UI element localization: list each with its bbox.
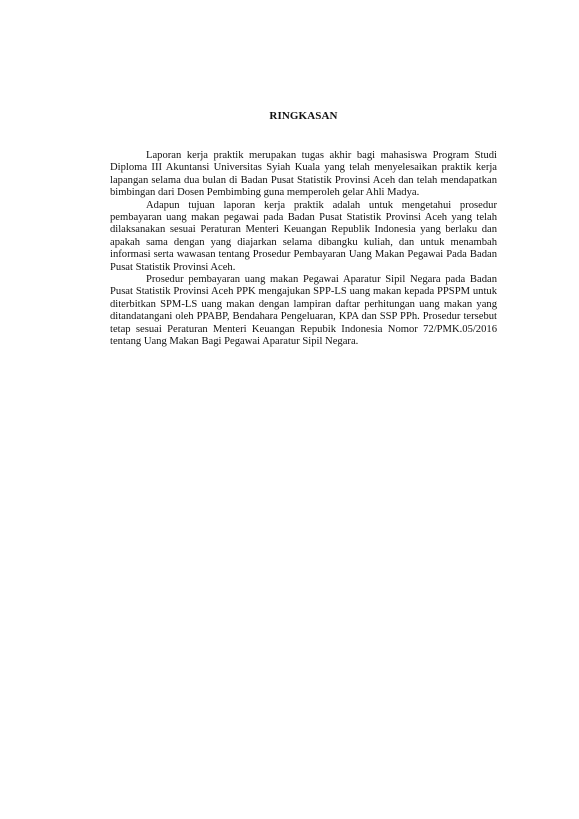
page-title: RINGKASAN — [269, 110, 338, 122]
paragraph-3: Prosedur pembayaran uang makan Pegawai Aparatur Sipil Negara pada Badan Pusat Statistik Provinsi Aceh PPK mengajukan SPP-LS uang makan kepada PPSPM untuk diterbitkan SPM-LS uang makan dengan lampiran daftar perhitungan uang makan yang ditandatangani oleh PPABP, Bendahara Pengeluaran, KPA dan SSP PPh. Prosedur tersebut tetap sesuai Peraturan Menteri Keuangan Repubik Indonesia Nomor 72/PMK.05/2016 tentang Uang Makan Bagi Pegawai Aparatur Sipil Negara. — [110, 274, 497, 348]
summary-body — [110, 150, 497, 349]
paragraph-1: Laporan kerja praktik merupakan tugas akhir bagi mahasiswa Program Studi Diploma III Akuntansi Universitas Syiah Kuala yang telah menyelesaikan praktik kerja lapangan selama dua bulan di Badan Pusat Statistik Provinsi Aceh dan telah mendapatkan bimbingan dari Dosen Pembimbing guna memperoleh gelar Ahli Madya. — [110, 150, 497, 199]
paragraph-2: Adapun tujuan laporan kerja praktik adalah untuk mengetahui prosedur pembayaran uang makan pegawai pada Badan Pusat Statistik Provinsi Aceh yang telah dilaksanakan sesuai Peraturan Menteri Keuangan Republik Indonesia yang berlaku dan apakah sama dengan yang diajarkan selama dibangku kuliah, dan untuk menambah informasi serta wawasan tentang Prosedur Pembayaran Uang Makan Pegawai Pada Badan Pusat Statistik Provinsi Aceh. — [110, 199, 497, 273]
